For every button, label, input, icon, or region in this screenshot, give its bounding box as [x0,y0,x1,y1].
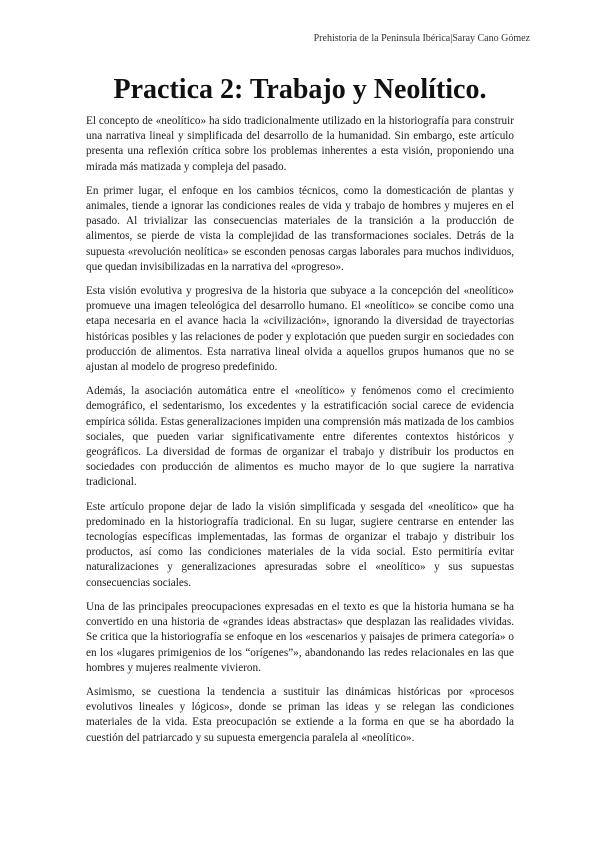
paragraph: Además, la asociación automática entre el «neolítico» y fenómenos como el crecimiento demográfico, el sedentarismo, los excedentes y la estratificación social carece de evidencia empírica sólida. Estas generalizaciones impiden una comprensión más matizada de los cambios sociales, que pueden variar significativamente entre diferentes contextos históricos y geográficos. La diversidad de formas de organizar el trabajo y distribuir los productos en sociedades con producción de alimentos es mucho mayor de lo que sugiere la narrativa tradicional. [86,385,514,489]
running-header: Prehistoria de la Península Ibérica|Saray Cano Gómez [313,33,530,44]
paragraph: Asimismo, se cuestiona la tendencia a sustituir las dinámicas históricas por «procesos evolutivos lineales y lógicos», donde se priman las ideas y se relegan las condiciones materiales de la vida. Esta preocupación se extiende a la forma en que se ha abordado la cuestión del patriarcado y su supuesta emergencia paralela al «neolítico». [86,685,514,744]
paragraph: En primer lugar, el enfoque en los cambios técnicos, como la domesticación de plantas y animales, tiende a ignorar las condiciones reales de vida y trabajo de hombres y mujeres en el pasado. Al trivializar las consecuencias materiales de la transición a la producción de alimentos, se pierde de vista la complejidad de las transformaciones sociales. Detrás de la supuesta «revolución neolítica» se esconden penosas cargas laborales para muchos individuos, que quedan invisibilizadas en la narrativa del «progreso». [86,184,514,273]
paragraph: Esta visión evolutiva y progresiva de la historia que subyace a la concepción del «neolítico» promueve una imagen teleológica del desarrollo humano. El «neolítico» se concibe como una etapa necesaria en el avance hacia la «civilización», ignorando la diversidad de trayectorias históricas posibles y las relaciones de poder y explotación que pueden surgir en sociedades con producción de alimentos. Esta narrativa lineal olvida a aquellos grupos humanos que no se ajustan al modelo de progreso predefinido. [86,285,514,374]
paragraph: Una de las principales preocupaciones expresadas en el texto es que la historia humana se ha convertido en una historia de «grandes ideas abstractas» que desplazan las realidades vividas. Se critica que la historiografía se enfoque en los «escenarios y paisajes de primera categoría» o en los «lugares primigenios de los “orígenes”», abandonando las redes relacionales en las que hombres y mujeres realmente vivieron. [86,600,514,674]
document-body [86,114,514,755]
paragraph: Este artículo propone dejar de lado la visión simplificada y sesgada del «neolítico» que ha predominado en la historiografía tradicional. En su lugar, sugiere centrarse en entender las tecnologías específicas implementadas, las formas de organizar el trabajo y distribuir los productos, así como las condiciones materiales de la vida social. Esto permitiría evitar naturalizaciones y generalizaciones apresuradas sobre el «neolítico» y sus supuestas consecuencias sociales. [86,500,514,589]
paragraph: El concepto de «neolítico» ha sido tradicionalmente utilizado en la historiografía para construir una narrativa lineal y simplificada del desarrollo de la humanidad. Sin embargo, este artículo presenta una reflexión crítica sobre los problemas inherentes a esta visión, proponiendo una mirada más matizada y compleja del pasado. [86,115,514,173]
document-title: Practica 2: Trabajo y Neolítico. [113,74,487,105]
